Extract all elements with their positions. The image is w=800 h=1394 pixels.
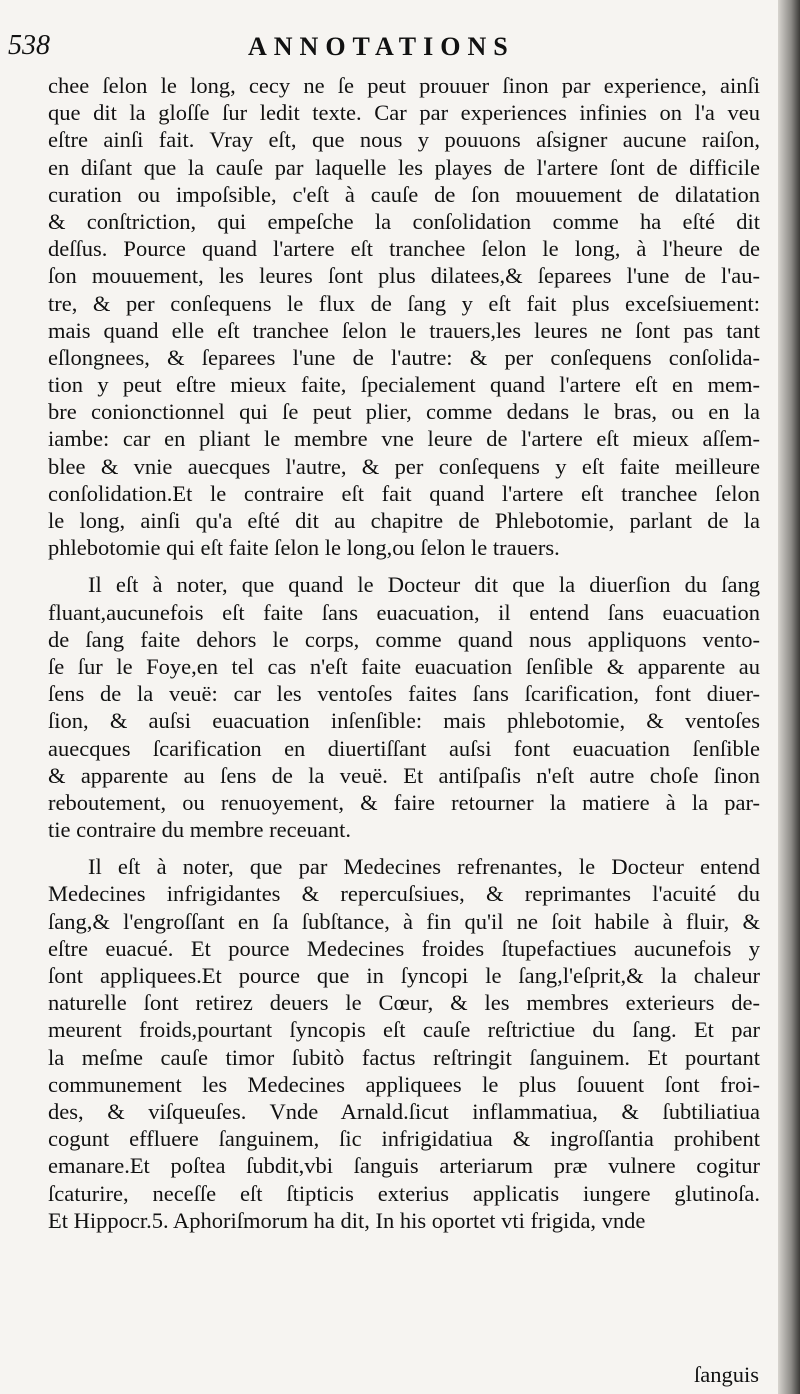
text-line: iambe: car en pliant le membre vne leure de l'artere eſt mieux aſſem-	[48, 426, 760, 452]
text-line: deſſus. Pource quand l'artere eſt tranchee ſelon le long, à l'heure de	[48, 236, 760, 262]
text-line: eſtre euacué. Et pource Medecines froides ſtupefactiues aucunefois y	[48, 935, 760, 961]
text-line: ſon mouuement, les leures ſont plus dilatees,& ſeparees l'une de l'au-	[48, 263, 760, 289]
text-line: reboutement, ou renuoyement, & faire retourner la matiere à la par-	[48, 789, 760, 815]
text-line: ſe ſur le Foye,en tel cas n'eſt faite euacuation ſenſible & apparente au	[48, 653, 760, 679]
text-line: conſolidation.Et le contraire eſt fait quand l'artere eſt tranchee ſelon	[48, 480, 760, 506]
text-line: Medecines infrigidantes & repercuſsiues, & reprimantes l'acuité du	[48, 881, 760, 907]
paragraph	[48, 853, 760, 1234]
running-head: ANNOTATIONS	[248, 32, 515, 61]
body-text	[48, 72, 760, 1234]
text-line: Il eſt à noter, que par Medecines refrenantes, le Docteur entend	[88, 854, 760, 880]
paragraph-gap	[48, 843, 760, 853]
text-line: que dit la gloſſe ſur ledit texte. Car par experiences infinies on l'a veu	[48, 100, 760, 126]
text-line: eſtre ainſi fait. Vray eſt, que nous y pouuons aſsigner aucune raiſon,	[48, 127, 760, 153]
text-line: tre, & per conſequens le flux de ſang y eſt fait plus exceſsiuement:	[48, 290, 760, 316]
text-line: fluant,aucunefois eſt faite ſans euacuation, il entend ſans euacuation	[48, 599, 760, 625]
text-line: Et Hippocr.5. Aphoriſmorum ha dit, In his oportet vti frigida, vnde	[48, 1207, 646, 1233]
text-line: meurent froids,pourtant ſyncopis eſt cauſe reſtrictiue du ſang. Et par	[48, 1017, 760, 1043]
text-line: naturelle ſont retirez deuers le Cœur, & les membres exterieurs de-	[48, 990, 760, 1016]
text-line: des, & viſqueuſes. Vnde Arnald.ſicut inflammatiua, & ſubtiliatiua	[48, 1098, 760, 1124]
text-line: eſlongnees, & ſeparees l'une de l'autre: & per conſequens conſolida-	[48, 344, 760, 370]
page-edge-shadow	[778, 0, 800, 1394]
text-line: en diſant que la cauſe par laquelle les playes de l'artere ſont de difficile	[48, 154, 760, 180]
page-header	[8, 30, 778, 70]
text-line: blee & vnie auecques l'autre, & per conſequens y eſt faite meilleure	[48, 453, 760, 479]
catchword: ſanguis	[694, 1362, 759, 1387]
paragraph	[48, 571, 760, 843]
text-line: auecques ſcarification en diuertiſſant auſsi font euacuation ſenſible	[48, 735, 760, 761]
text-line: tie contraire du membre receuant.	[48, 817, 351, 843]
text-line: ſont appliquees.Et pource que in ſyncopi le ſang,l'eſprit,& la chaleur	[48, 963, 760, 988]
text-line: emanare.Et poſtea ſubdit,vbi ſanguis arteriarum præ vulnere cogitur	[48, 1153, 760, 1179]
text-line: de ſang faite dehors le corps, comme quand nous appliquons vento-	[48, 626, 760, 652]
text-line: cogunt effluere ſanguinem, ſic infrigidatiua & ingroſſantia prohibent	[48, 1126, 760, 1152]
text-line: ſang,& l'engroſſant en ſa ſubſtance, à fin qu'il ne ſoit habile à fluir, &	[48, 908, 760, 934]
text-line: ſion, & auſsi euacuation inſenſible: mais phlebotomie, & ventoſes	[48, 708, 760, 734]
page-number: 538	[8, 30, 50, 61]
text-line: & conſtriction, qui empeſche la conſolidation comme ha eſté dit	[48, 208, 760, 234]
text-line: chee ſelon le long, cecy ne ſe peut prouuer ſinon par experience, ainſi	[48, 73, 760, 98]
text-line: la meſme cauſe timor ſubitò factus reſtringit ſanguinem. Et pourtant	[48, 1044, 760, 1070]
text-line: communement les Medecines appliquees le plus ſouuent ſont froi-	[48, 1071, 760, 1097]
text-line: bre conionctionnel qui ſe peut plier, comme dedans le bras, ou en la	[48, 399, 760, 425]
text-line: ſcaturire, neceſſe eſt ſtipticis exterius applicatis iungere glutinoſa.	[48, 1180, 760, 1206]
text-line: Il eſt à noter, que quand le Docteur dit que la diuerſion du ſang	[88, 572, 760, 598]
paragraph	[48, 72, 760, 561]
text-line: phlebotomie qui eſt faite ſelon le long,ou ſelon le trauers.	[48, 535, 560, 561]
text-line: ſens de la veuë: car les ventoſes faites ſans ſcarification, font diuer-	[48, 681, 760, 707]
paragraph-gap	[48, 561, 760, 571]
text-line: le long, ainſi qu'a eſté dit au chapitre de Phlebotomie, parlant de la	[48, 508, 760, 533]
text-line: & apparente au ſens de la veuë. Et antiſpaſis n'eſt autre choſe ſinon	[48, 762, 760, 788]
text-line: curation ou impoſsible, c'eſt à cauſe de ſon mouuement de dilatation	[48, 181, 760, 207]
text-line: tion y peut eſtre mieux faite, ſpecialement quand l'artere eſt en mem-	[48, 372, 760, 398]
text-line: mais quand elle eſt tranchee ſelon le trauers,les leures ne ſont pas tant	[48, 317, 760, 343]
